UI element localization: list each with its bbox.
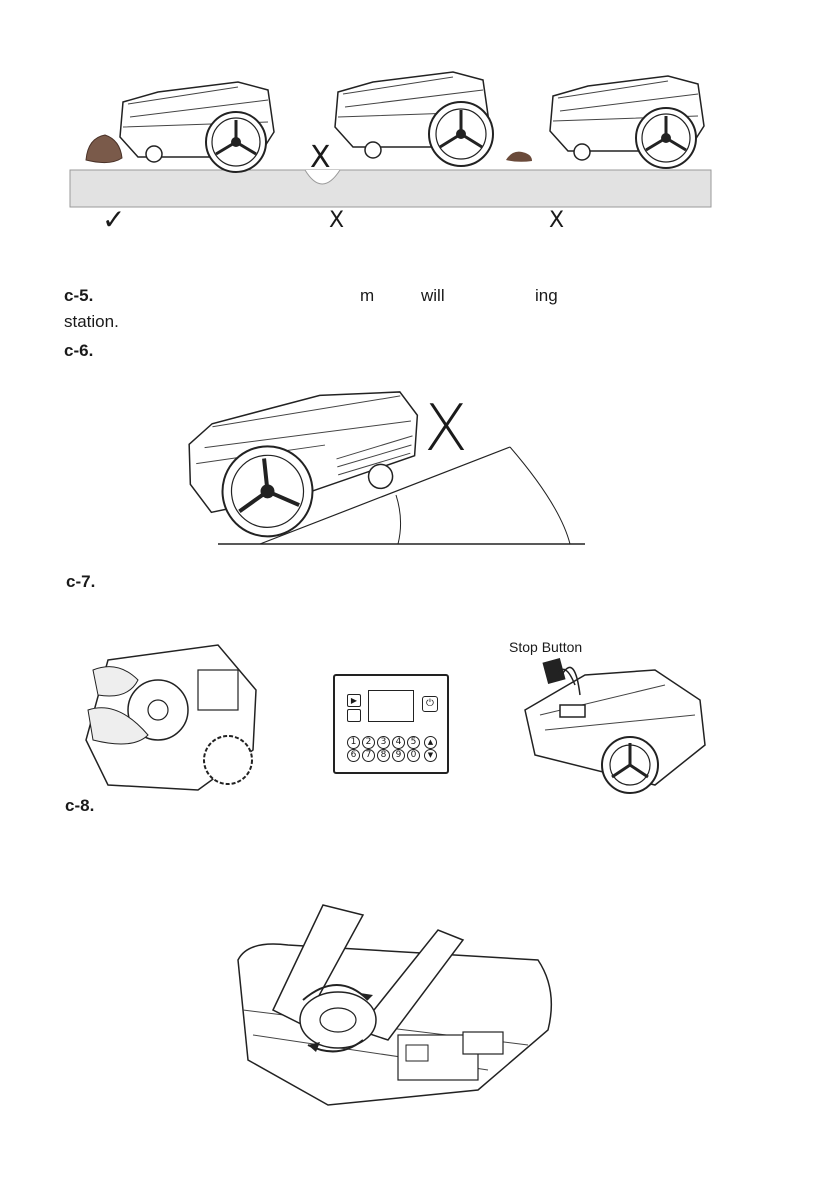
- c5-line2: station.: [64, 312, 119, 331]
- cross-mark-3: X: [549, 208, 565, 233]
- tilted-mower: [183, 385, 429, 544]
- slope-cross-mark: X: [424, 392, 468, 466]
- check-mark: ✓: [102, 203, 126, 236]
- keypad-row-1: [347, 736, 420, 749]
- c5-fragment-ing: ing: [535, 286, 558, 305]
- play-pause-button[interactable]: ▶: [347, 694, 361, 707]
- center-cross-mark: X: [310, 140, 331, 175]
- c5-fragment-will: will: [421, 286, 445, 305]
- key-8[interactable]: 8: [377, 749, 390, 762]
- keypad-row-2: [347, 749, 420, 762]
- home-button[interactable]: [347, 709, 361, 722]
- keypad-screen: [368, 690, 414, 722]
- section-label-c8: c-8.: [65, 796, 95, 815]
- key-2[interactable]: 2: [362, 736, 375, 749]
- mower-2: [335, 72, 493, 166]
- key-0[interactable]: 0: [407, 749, 420, 762]
- section-label-c6: c-6.: [64, 341, 94, 360]
- key-9[interactable]: 9: [392, 749, 405, 762]
- rock-icon: [86, 135, 122, 163]
- open-cover-figure: [228, 900, 628, 1120]
- key-1[interactable]: 1: [347, 736, 360, 749]
- key-6[interactable]: 6: [347, 749, 360, 762]
- up-arrow-icon[interactable]: ▲: [424, 736, 437, 749]
- top-figure: [0, 0, 839, 240]
- control-keypad: [333, 674, 449, 774]
- slope-figure: [0, 395, 839, 595]
- mower-1: [120, 82, 274, 172]
- key-7[interactable]: 7: [362, 749, 375, 762]
- cross-mark-2: X: [329, 208, 345, 233]
- down-arrow-icon[interactable]: ▼: [424, 749, 437, 762]
- key-4[interactable]: 4: [392, 736, 405, 749]
- mower-3: [550, 76, 704, 168]
- c5-fragment-m: m: [360, 286, 375, 305]
- stop-button-label: Stop Button: [509, 639, 583, 655]
- lift-mower-figure: [78, 640, 278, 800]
- key-5[interactable]: 5: [407, 736, 420, 749]
- section-label-c5: c-5.: [64, 286, 94, 305]
- key-3[interactable]: 3: [377, 736, 390, 749]
- ground-strip: [70, 170, 711, 207]
- stone-icon: [506, 152, 532, 162]
- section-label-c7: c-7.: [66, 572, 96, 591]
- power-icon[interactable]: ⏻: [422, 696, 438, 712]
- stop-button-figure: [515, 655, 715, 815]
